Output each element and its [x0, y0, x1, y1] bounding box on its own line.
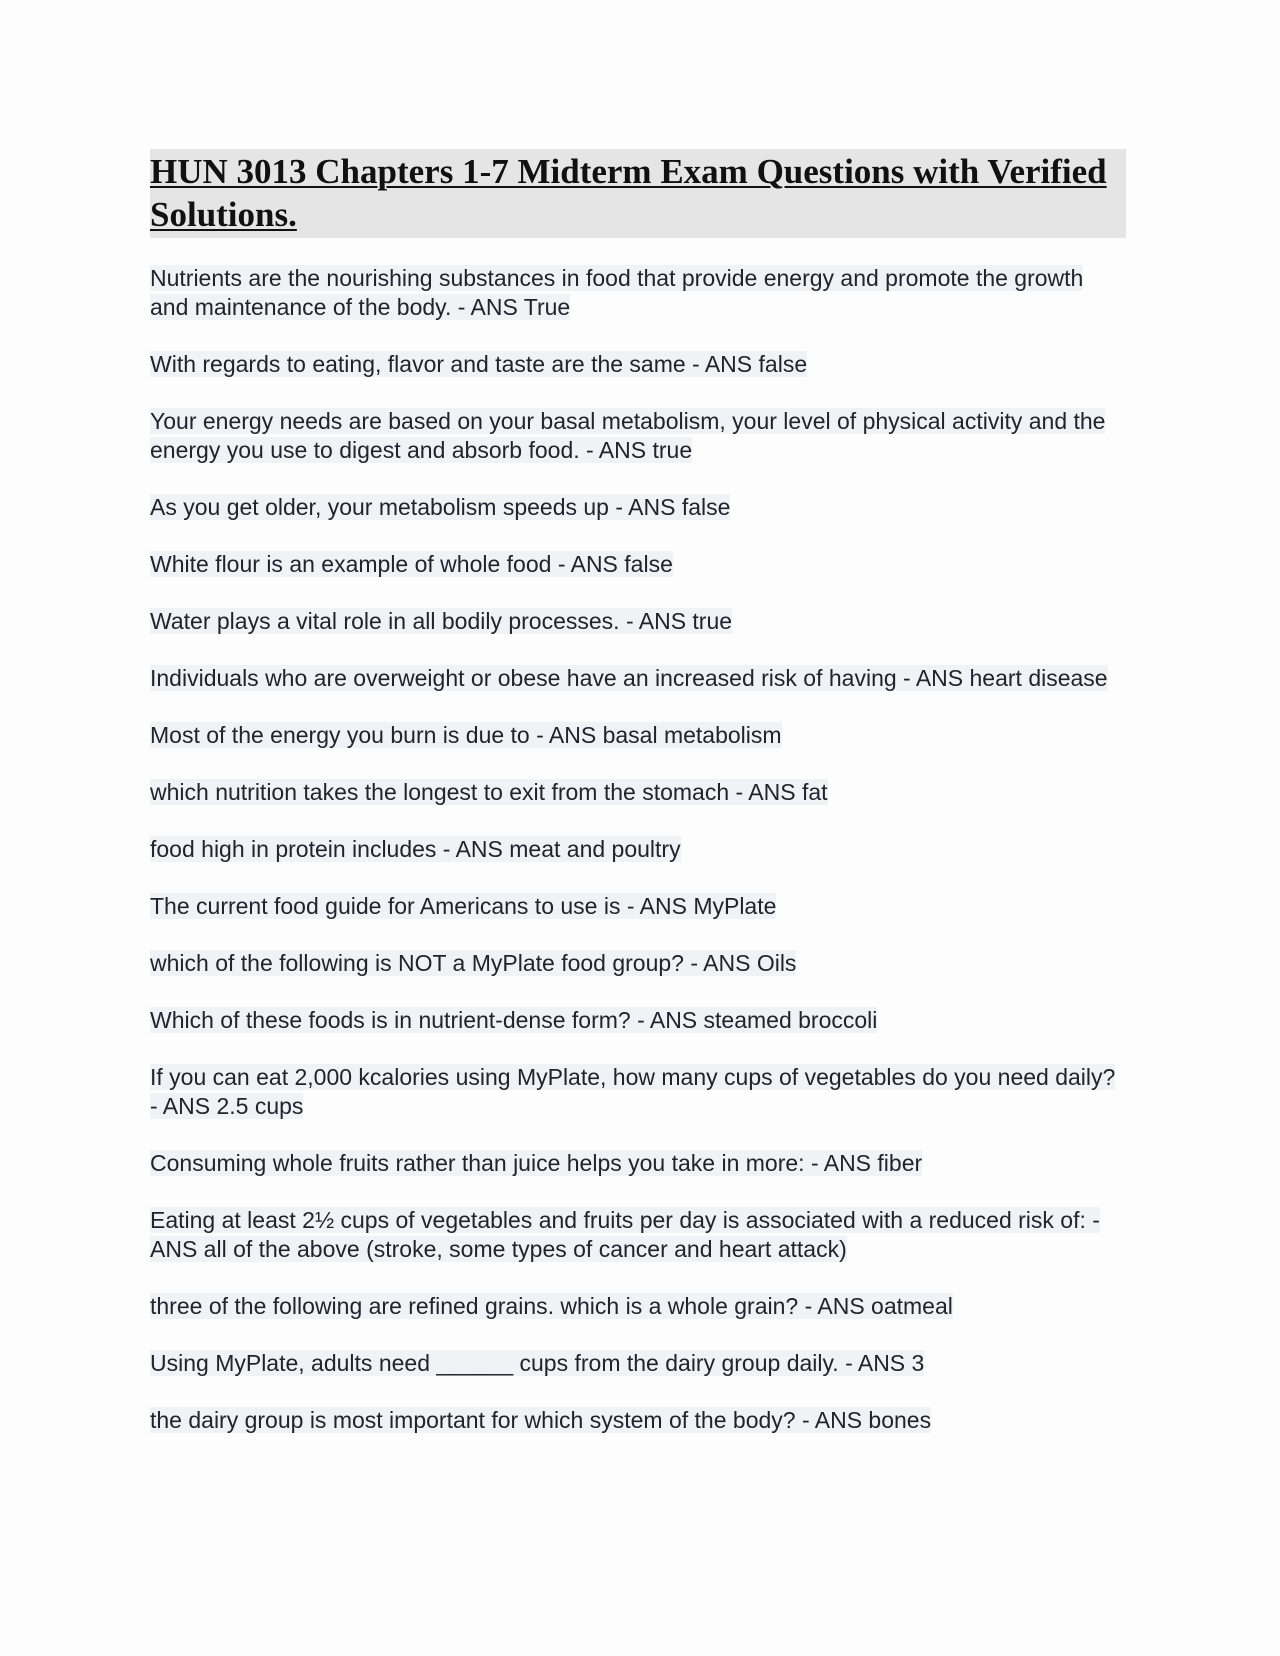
- qa-text: food high in protein includes - ANS meat and poultry: [150, 836, 681, 862]
- document-title: HUN 3013 Chapters 1-7 Midterm Exam Questions with Verified Solutions.: [150, 152, 1107, 234]
- qa-item: [150, 1149, 1126, 1178]
- question-answer-list: [150, 264, 1126, 1435]
- qa-text: Individuals who are overweight or obese have an increased risk of having - ANS heart disease: [150, 665, 1108, 691]
- qa-item: [150, 350, 1126, 379]
- qa-text: which nutrition takes the longest to exit from the stomach - ANS fat: [150, 779, 828, 805]
- qa-text: With regards to eating, flavor and taste are the same - ANS false: [150, 351, 808, 377]
- qa-item: [150, 1349, 1126, 1378]
- document-content: [150, 149, 1126, 1463]
- qa-text: White flour is an example of whole food - ANS false: [150, 551, 673, 577]
- qa-item: [150, 264, 1126, 322]
- qa-text: As you get older, your metabolism speeds up - ANS false: [150, 494, 731, 520]
- qa-text: Which of these foods is in nutrient-dense form? - ANS steamed broccoli: [150, 1007, 878, 1033]
- qa-text: If you can eat 2,000 kcalories using MyPlate, how many cups of vegetables do you need daily? - ANS 2.5 cups: [150, 1064, 1116, 1119]
- qa-item: [150, 607, 1126, 636]
- qa-item: [150, 721, 1126, 750]
- qa-item: [150, 1406, 1126, 1435]
- qa-text: The current food guide for Americans to use is - ANS MyPlate: [150, 893, 777, 919]
- qa-item: [150, 493, 1126, 522]
- qa-text: Using MyPlate, adults need ______ cups from the dairy group daily. - ANS 3: [150, 1350, 925, 1376]
- qa-text: Eating at least 2½ cups of vegetables and fruits per day is associated with a reduced risk of: - ANS all of the above (stroke, some types of cancer and heart attack): [150, 1207, 1100, 1262]
- qa-item: [150, 949, 1126, 978]
- qa-item: [150, 835, 1126, 864]
- qa-text: Nutrients are the nourishing substances in food that provide energy and promote the growth and maintenance of the body. - ANS True: [150, 265, 1084, 320]
- title-block: [150, 149, 1126, 238]
- qa-item: [150, 892, 1126, 921]
- qa-item: [150, 1292, 1126, 1321]
- qa-text: Most of the energy you burn is due to - ANS basal metabolism: [150, 722, 782, 748]
- qa-item: [150, 1206, 1126, 1264]
- qa-item: [150, 550, 1126, 579]
- qa-text: Consuming whole fruits rather than juice helps you take in more: - ANS fiber: [150, 1150, 923, 1176]
- qa-text: the dairy group is most important for which system of the body? - ANS bones: [150, 1407, 932, 1433]
- qa-item: [150, 1063, 1126, 1121]
- qa-item: [150, 407, 1126, 465]
- qa-text: Water plays a vital role in all bodily processes. - ANS true: [150, 608, 733, 634]
- qa-text: three of the following are refined grains. which is a whole grain? - ANS oatmeal: [150, 1293, 953, 1319]
- qa-item: [150, 778, 1126, 807]
- qa-text: which of the following is NOT a MyPlate food group? - ANS Oils: [150, 950, 797, 976]
- qa-item: [150, 664, 1126, 693]
- qa-item: [150, 1006, 1126, 1035]
- qa-text: Your energy needs are based on your basal metabolism, your level of physical activity and the energy you use to digest and absorb food. - ANS true: [150, 408, 1106, 463]
